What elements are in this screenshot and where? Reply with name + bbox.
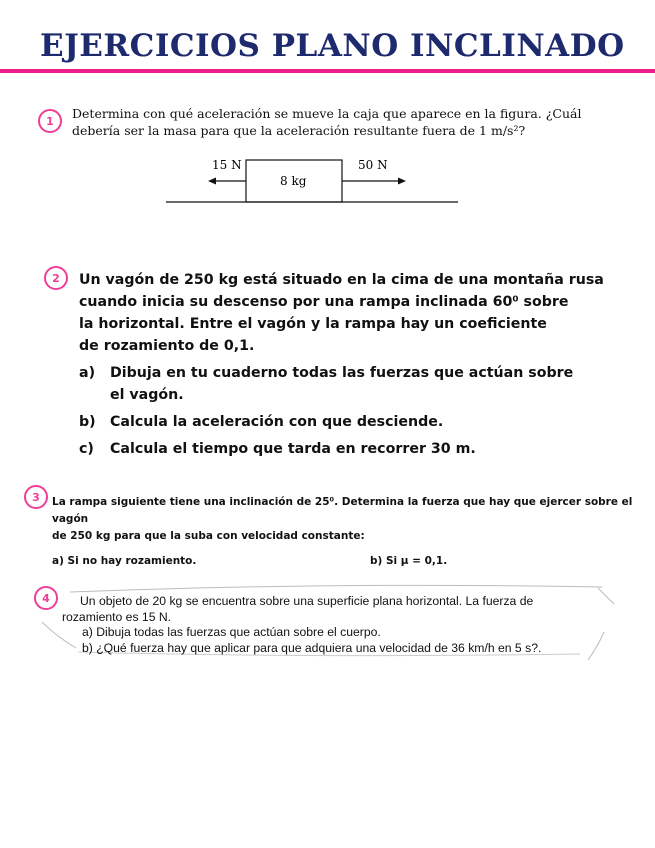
- page-title: EJERCICIOS PLANO INCLINADO: [40, 28, 625, 64]
- exercise-4-item-a: a) Dibuja todas las fuerzas que actúan sobre el cuerpo.: [82, 625, 381, 639]
- exercise-1-line: debería ser la masa para que la aceleración resultante fuera de 1 m/s²?: [72, 123, 526, 138]
- item-label: c): [79, 441, 94, 457]
- right-arrowhead-icon: [398, 178, 406, 185]
- item-text: Dibuja en tu cuaderno todas las fuerzas que actúan sobre: [110, 365, 574, 381]
- exercise-2-item-a: [79, 362, 604, 406]
- item-text: Calcula la aceleración con que desciende.: [110, 414, 444, 430]
- exercise-2-item-b: [79, 411, 604, 433]
- left-arrowhead-icon: [208, 178, 216, 185]
- item-text: el vagón.: [110, 387, 184, 403]
- exercise-4-line: Un objeto de 20 kg se encuentra sobre una superficie plana horizontal. La fuerza de: [80, 594, 534, 608]
- exercise-2-line: Un vagón de 250 kg está situado en la cima de una montaña rusa: [79, 272, 604, 288]
- frame-corner-stroke: [598, 588, 614, 604]
- exercise-number-badge: 1: [38, 109, 62, 133]
- exercise-2-line: cuando inicia su descenso por una rampa inclinada 60⁰ sobre: [79, 294, 569, 310]
- exercise-2: [79, 269, 604, 460]
- exercise-number-badge: 4: [34, 586, 58, 610]
- option-a: a) Si no hay rozamiento.: [52, 555, 197, 567]
- box-shape: [246, 160, 342, 202]
- item-label: b): [79, 414, 96, 430]
- item-label: a): [79, 365, 96, 381]
- exercise-4-item-b: b) ¿Qué fuerza hay que aplicar para que adquiera una velocidad de 36 km/h en 5 s?.: [82, 640, 542, 655]
- exercise-number-badge: 3: [24, 485, 48, 509]
- left-force-label: 15 N: [212, 158, 242, 172]
- exercise-3-line: de 250 kg para que la suba con velocidad constante:: [52, 530, 365, 542]
- option-b: b) Si μ = 0,1.: [370, 555, 448, 567]
- frame-top-stroke: [70, 585, 602, 592]
- right-force-label: 50 N: [358, 158, 388, 172]
- exercise-2-line: la horizontal. Entre el vagón y la rampa hay un coeficiente: [79, 316, 547, 332]
- item-text: Calcula el tiempo que tarda en recorrer 30 m.: [110, 441, 476, 457]
- box-mass-label: 8 kg: [280, 174, 307, 188]
- exercise-4: [62, 594, 541, 656]
- exercise-1-line: Determina con qué aceleración se mueve la caja que aparece en la figura. ¿Cuál: [72, 106, 582, 121]
- exercise-number-badge: 2: [44, 266, 68, 290]
- exercise-2-line: de rozamiento de 0,1.: [79, 338, 255, 354]
- exercise-1: [72, 105, 582, 139]
- exercise-3-options: [52, 553, 655, 571]
- title-underline: [0, 69, 655, 73]
- exercise-4-line: rozamiento es 15 N.: [62, 609, 172, 624]
- exercise-3-line: La rampa siguiente tiene una inclinación de 25⁰. Determina la fuerza que hay que ejercer sobre el vagón: [52, 496, 633, 525]
- exercise-3: [52, 494, 655, 571]
- exercise-2-item-c: [79, 438, 604, 460]
- frame-right-stroke: [588, 632, 604, 660]
